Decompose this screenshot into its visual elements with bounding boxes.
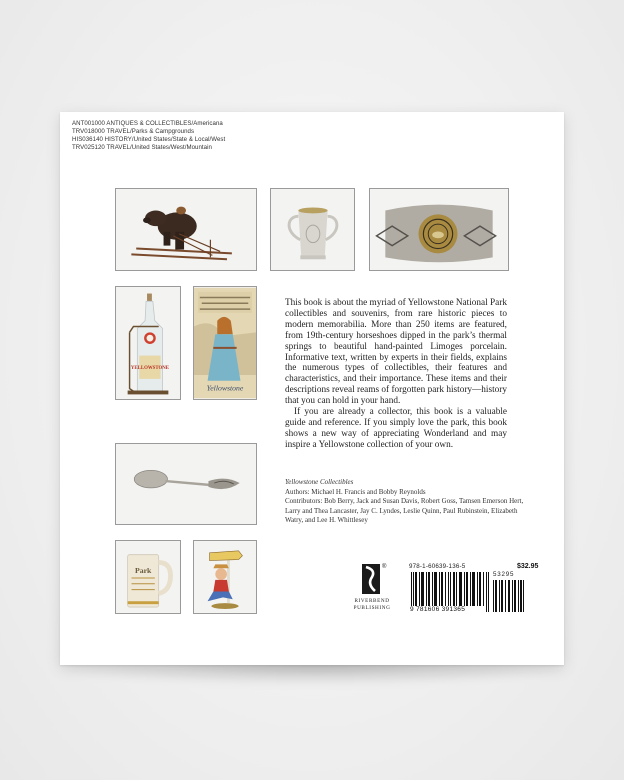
book-description bbox=[285, 298, 507, 451]
poster-image bbox=[194, 287, 256, 399]
book-title: Yellowstone Collectibles bbox=[285, 478, 354, 486]
photo-wonderland-poster bbox=[193, 286, 257, 400]
price: $32.95 bbox=[517, 563, 539, 570]
contributors-line: Contributors: Bob Berry, Jack and Susan Davis, Robert Goss, Tamsen Emerson Hert, Larry and Thea Lancaster, Jay C. Lyndes, Leslie Quinn, Paul Rubinstein, Elizabeth Watry, and Lee H. Whittlesey bbox=[285, 497, 524, 525]
photo-silver-loving-cup bbox=[270, 188, 355, 271]
description-paragraph-1: This book is about the myriad of Yellowstone National Park collectibles and souvenirs, from rare historic pieces to modern memorabilia. More than 250 items are featured, from 19th-century horseshoes dipped in the park’s thermal springs to beautiful hand-painted Limoges porcelain. Informative text, written by experts in their fields, explains the numerous types of collectibles, their features and characteristics, and their importance. These items and their descriptions reveal reams of forgotten park history—history that you can hold in your hand. bbox=[285, 298, 507, 407]
figurine-image bbox=[194, 541, 256, 613]
photo-park-mug bbox=[115, 540, 181, 614]
photo-signpost-figurine bbox=[193, 540, 257, 614]
price-addon-code: 53295 bbox=[493, 571, 515, 578]
publisher-name-line-2: PUBLISHING bbox=[353, 604, 391, 611]
registered-mark: ® bbox=[382, 564, 387, 570]
publisher-logo bbox=[348, 564, 396, 620]
bear-on-skis-image bbox=[116, 189, 256, 270]
ean-digits: 9 781606 391365 bbox=[410, 606, 466, 613]
publisher-name bbox=[348, 598, 396, 611]
book-back-cover bbox=[60, 112, 564, 665]
photo-silver-cuff-bracelet bbox=[369, 188, 509, 271]
cuff-bracelet-image bbox=[370, 189, 508, 270]
riverbend-logo-icon bbox=[362, 564, 380, 594]
spoon-image bbox=[116, 444, 256, 524]
photo-souvenir-spoon bbox=[115, 443, 257, 525]
bisac-code: ANT001000 ANTIQUES & COLLECTIBLES/Americana bbox=[72, 120, 223, 127]
svg-text:Park: Park bbox=[134, 566, 152, 576]
svg-text:YELLOWSTONE: YELLOWSTONE bbox=[130, 366, 169, 372]
svg-text:Yellowstone: Yellowstone bbox=[206, 383, 244, 393]
bisac-code: TRV018000 TRAVEL/Parks & Campgrounds bbox=[72, 128, 195, 135]
bisac-code: HIS036140 HISTORY/United States/State & Local/West bbox=[72, 136, 226, 143]
isbn-number: 978-1-60639-136-5 bbox=[409, 563, 466, 570]
authors-line: Authors: Michael H. Francis and Bobby Reynolds bbox=[285, 487, 426, 496]
book-credits bbox=[285, 478, 525, 526]
bisac-code: TRV025120 TRAVEL/United States/West/Mountain bbox=[72, 144, 212, 151]
description-paragraph-2: If you are already a collector, this book is a valuable guide and reference. If you simply love the park, this book shows a new way of appreciating Wonderland and may inspire a Yellowstone collection of your own. bbox=[285, 407, 507, 450]
addon-barcode-bars bbox=[493, 580, 525, 612]
publisher-name-line-1: RIVERBEND bbox=[354, 598, 390, 604]
mug-image bbox=[116, 541, 180, 613]
isbn-barcode bbox=[409, 563, 569, 623]
photo-bronze-bear-on-skis bbox=[115, 188, 257, 271]
bottle-image bbox=[116, 287, 180, 399]
bisac-codes bbox=[72, 120, 225, 152]
loving-cup-image bbox=[271, 189, 354, 270]
photo-yellowstone-bottle bbox=[115, 286, 181, 400]
